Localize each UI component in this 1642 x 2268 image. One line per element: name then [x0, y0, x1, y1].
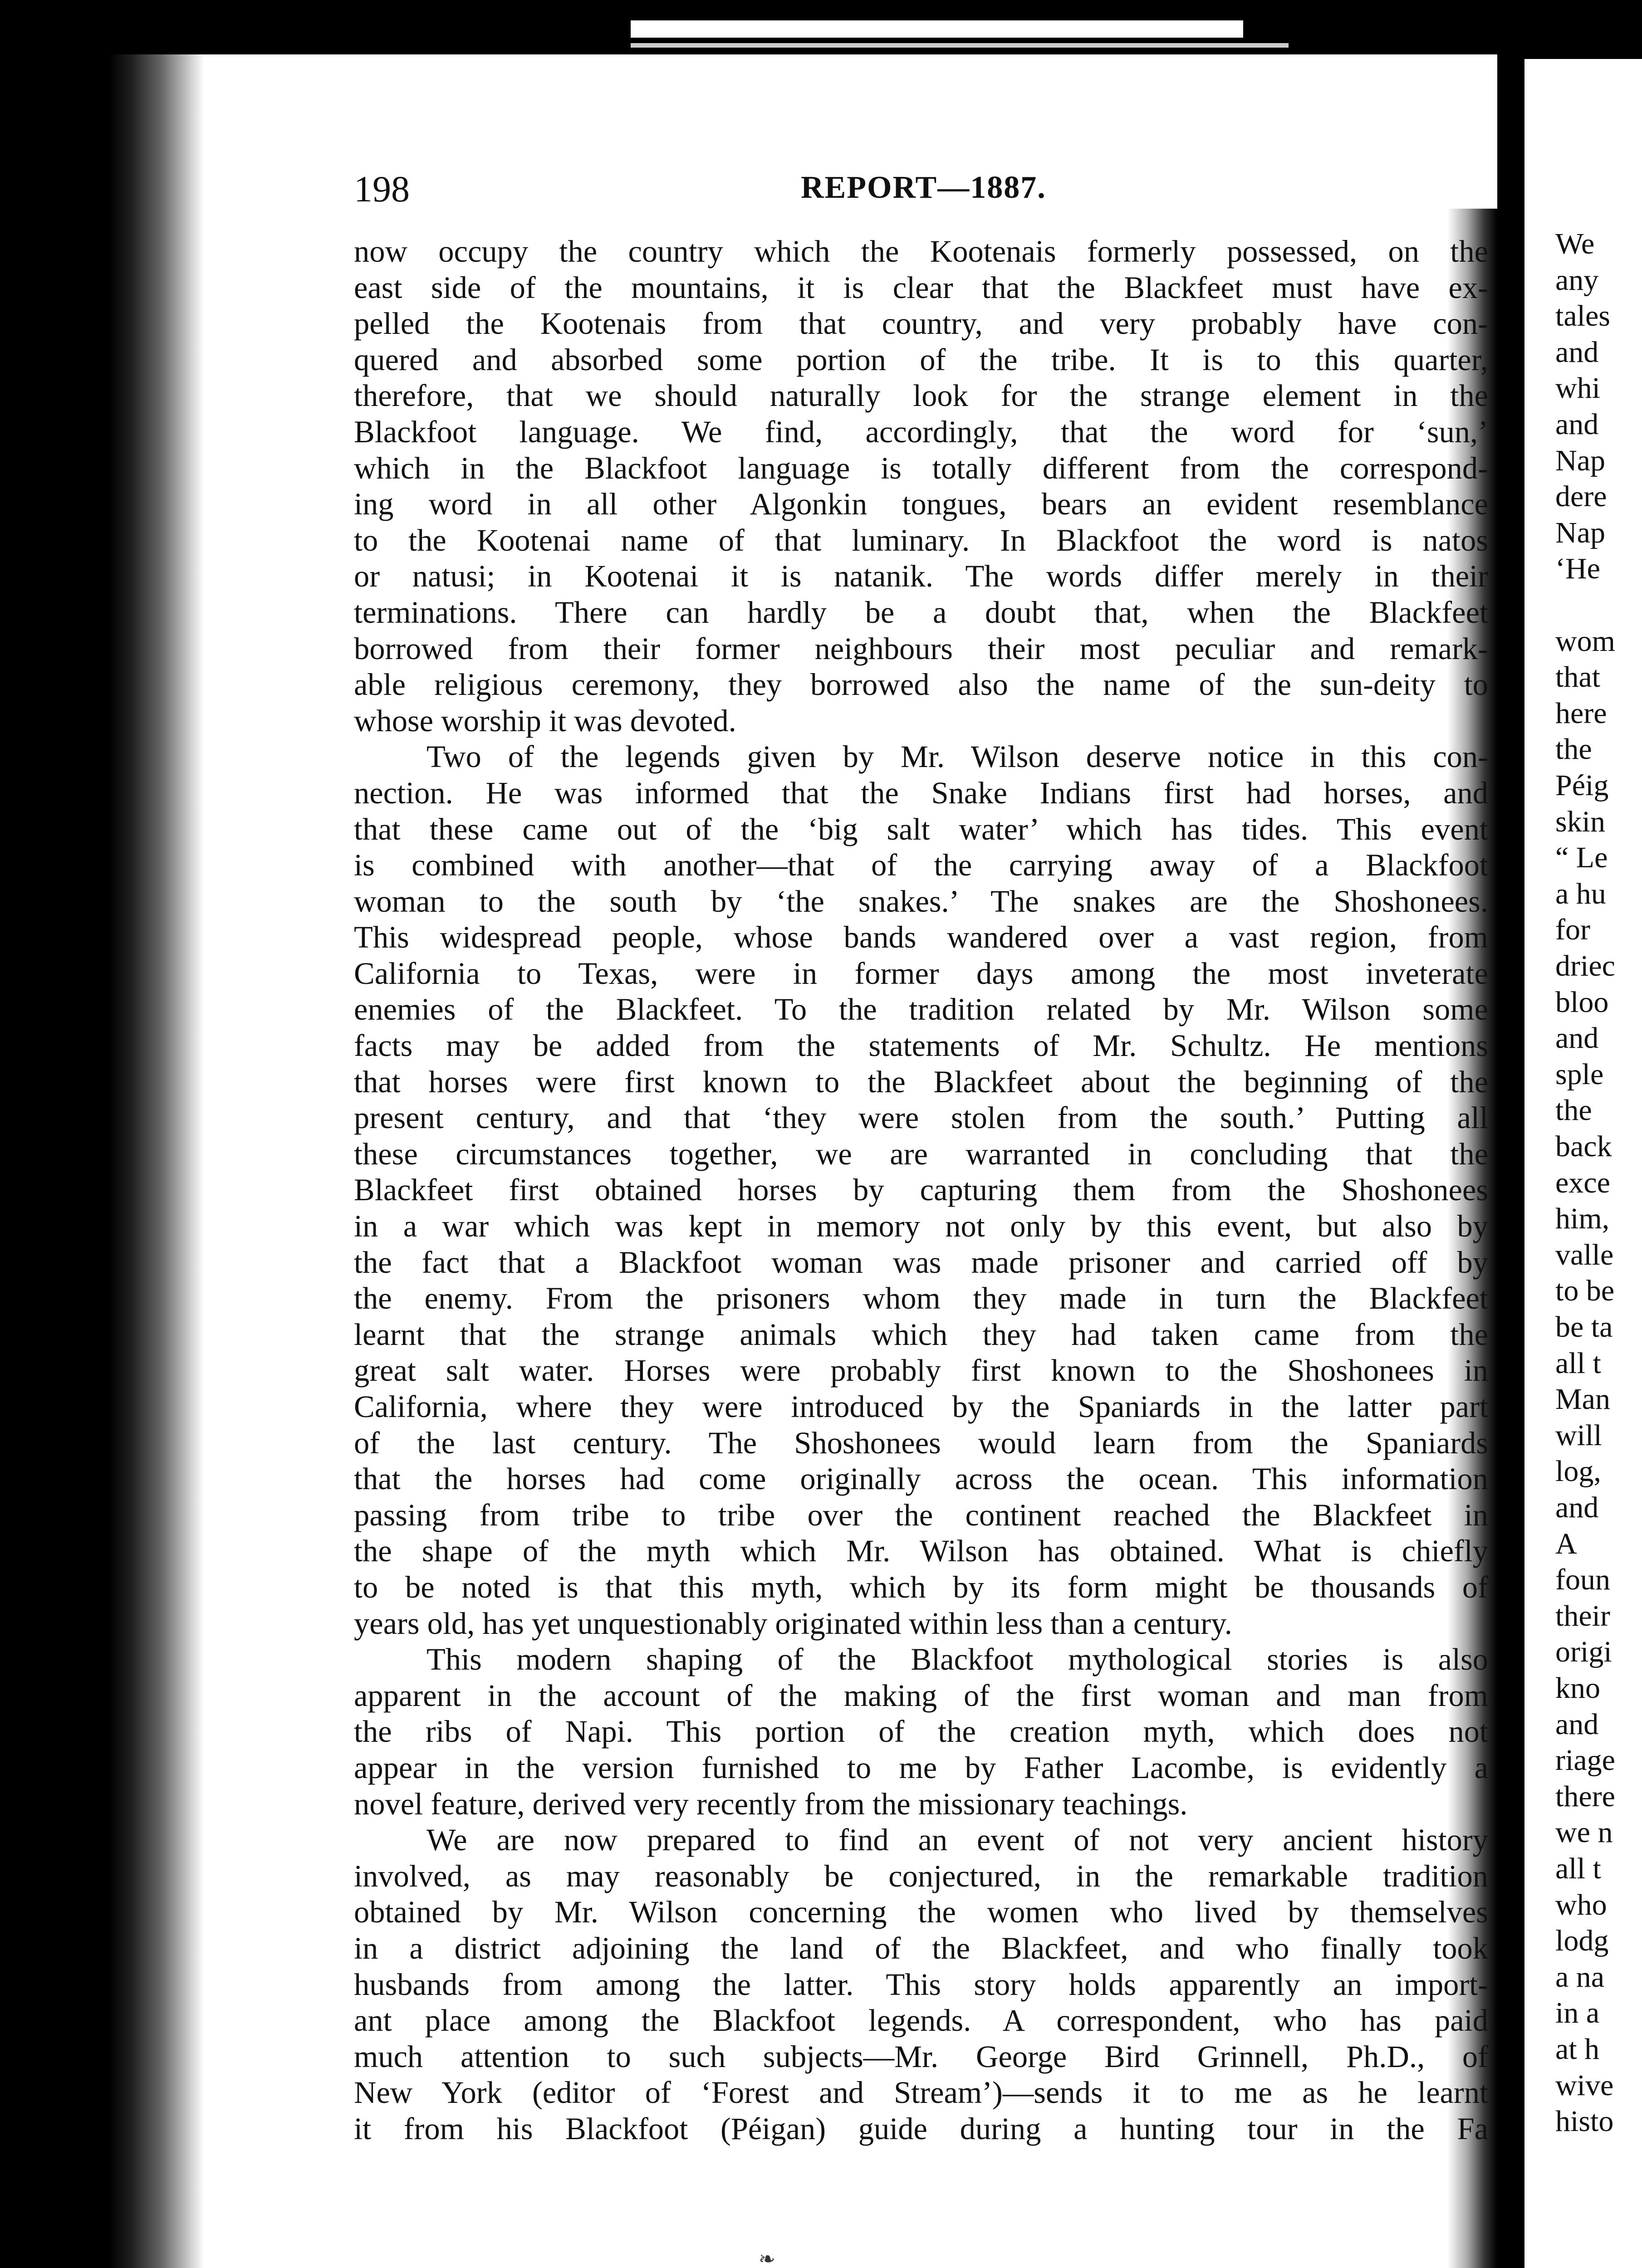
facing-page-fragment: any [1555, 263, 1599, 297]
facing-page-fragment: a na [1555, 1960, 1605, 1994]
text-line: east side of the mountains, it is clear that the Blackfeet must have ex- [354, 270, 1488, 305]
text-line: present century, and that ‘they were stolen from the south.’ Putting all [354, 1100, 1488, 1135]
text-line: ing word in all other Algonkin tongues, bears an evident resemblance [354, 487, 1488, 522]
facing-page-fragment: a hu [1555, 877, 1606, 910]
facing-page-fragment: Man [1555, 1383, 1610, 1416]
facing-page-fragment: we n [1555, 1816, 1613, 1849]
facing-page-fragment: whi [1555, 371, 1600, 405]
facing-page-fragment: at h [1555, 2033, 1600, 2066]
text-line: borrowed from their former neighbours their most peculiar and remark- [354, 631, 1488, 666]
text-line: of the last century. The Shoshonees would learn from the Spaniards [354, 1425, 1488, 1460]
text-line: Two of the legends given by Mr. Wilson deserve notice in this con- [426, 739, 1488, 774]
facing-page-fragment: valle [1555, 1238, 1614, 1271]
text-line: passing from tribe to tribe over the continent reached the Blackfeet in [354, 1497, 1488, 1532]
scan-strip-top-thin [631, 43, 1289, 48]
facing-page-fragment: their [1555, 1599, 1610, 1633]
text-line: the fact that a Blackfoot woman was made prisoner and carried off by [354, 1245, 1488, 1280]
facing-page-fragment: who [1555, 1888, 1607, 1921]
facing-page-fragment: and [1555, 335, 1599, 369]
bottom-ornament: ❧ [759, 2248, 775, 2268]
facing-page-fragment: and [1555, 408, 1599, 441]
text-line: or natusi; in Kootenai it is natanik. The words differ merely in their [354, 559, 1488, 594]
text-line: to the Kootenai name of that luminary. In Blackfoot the word is natos [354, 523, 1488, 557]
body-text [354, 234, 1488, 2147]
text-line: in a district adjoining the land of the Blackfeet, and who finally took [354, 1931, 1488, 1965]
text-line: is combined with another—that of the carrying away of a Blackfoot [354, 848, 1488, 883]
text-line: This widespread people, whose bands wandered over a vast region, from [354, 920, 1488, 955]
running-head: REPORT—1887. [801, 170, 1046, 205]
text-line: great salt water. Horses were probably first known to the Shoshonees in [354, 1353, 1488, 1388]
facing-page-fragment: sple [1555, 1057, 1604, 1091]
text-line: ant place among the Blackfoot legends. A correspondent, who has paid [354, 2003, 1488, 2038]
facing-page-fragment: Péig [1555, 769, 1609, 802]
facing-page-fragment: exce [1555, 1166, 1610, 1199]
facing-page-fragment: that [1555, 660, 1600, 694]
facing-page-fragment: for [1555, 913, 1590, 947]
facing-page-fragment: and [1555, 1491, 1599, 1524]
scan-strip-top [631, 20, 1243, 38]
text-line: the enemy. From the prisoners whom they made in turn the Blackfeet [354, 1281, 1488, 1316]
text-line: obtained by Mr. Wilson concerning the women who lived by themselves [354, 1895, 1488, 1930]
facing-page-fragment: wive [1555, 2068, 1614, 2102]
facing-page-fragment: origi [1555, 1635, 1612, 1669]
text-line: that these came out of the ‘big salt water’ which has tides. This event [354, 811, 1488, 846]
text-line: appear in the version furnished to me by Father Lacombe, is evidently a [354, 1750, 1488, 1785]
text-line: California to Texas, were in former days among the most inveterate [354, 956, 1488, 991]
text-line: years old, has yet unquestionably originated within less than a century. [354, 1606, 1232, 1641]
facing-page-fragment: tales [1555, 299, 1610, 333]
text-line: whose worship it was devoted. [354, 703, 736, 738]
facing-page-fragment: back [1555, 1130, 1612, 1163]
text-line: it from his Blackfoot (Péigan) guide during a hunting tour in the Fa [354, 2111, 1488, 2146]
text-line: involved, as may reasonably be conjectured, in the remarkable tradition [354, 1858, 1488, 1893]
facing-page-fragment: him, [1555, 1202, 1610, 1236]
facing-page-fragment: all t [1555, 1852, 1601, 1885]
text-line: these circumstances together, we are warranted in concluding that the [354, 1136, 1488, 1171]
facing-page-fragment: log, [1555, 1455, 1601, 1488]
text-line: New York (editor of ‘Forest and Stream’)—sends it to me as he learnt [354, 2075, 1488, 2110]
facing-page-fragment: the [1555, 733, 1592, 766]
text-line: the shape of the myth which Mr. Wilson has obtained. What is chiefly [354, 1534, 1488, 1569]
text-line: enemies of the Blackfeet. To the tradition related by Mr. Wilson some [354, 992, 1488, 1027]
text-line: the ribs of Napi. This portion of the creation myth, which does not [354, 1714, 1488, 1749]
facing-page-fragment: We [1555, 227, 1595, 260]
facing-page-fragment: Nap [1555, 516, 1605, 549]
text-line: in a war which was kept in memory not only by this event, but also by [354, 1209, 1488, 1244]
text-line: able religious ceremony, they borrowed also the name of the sun-deity to [354, 667, 1488, 702]
text-line: We are now prepared to find an event of not very ancient history [426, 1823, 1488, 1857]
text-line: learnt that the strange animals which they had taken came from the [354, 1317, 1488, 1352]
text-line: facts may be added from the statements of Mr. Schultz. He mentions [354, 1028, 1488, 1063]
facing-page-fragment: in a [1555, 1996, 1600, 2030]
facing-page-fragment: will [1555, 1418, 1602, 1452]
facing-page [1524, 59, 1642, 2268]
facing-page-fragment: skin [1555, 805, 1606, 838]
text-line: Blackfeet first obtained horses by capturing them from the Shoshonees [354, 1173, 1488, 1207]
facing-page-fragment: the [1555, 1094, 1592, 1127]
text-line: now occupy the country which the Kootenais formerly possessed, on the [354, 234, 1488, 269]
text-line: pelled the Kootenais from that country, and very probably have con- [354, 306, 1488, 341]
facing-page-fragment: “ Le [1555, 841, 1608, 875]
facing-page-fragment: there [1555, 1779, 1615, 1813]
text-line: that the horses had come originally across the ocean. This information [354, 1461, 1488, 1496]
page-gutter-shadow [109, 54, 204, 2268]
facing-page-fragment: A [1555, 1527, 1577, 1560]
text-line: that horses were first known to the Blackfeet about the beginning of the [354, 1064, 1488, 1099]
text-line: California, where they were introduced by the Spaniards in the latter part [354, 1389, 1488, 1424]
facing-page-fragment: lodg [1555, 1924, 1609, 1958]
text-line: quered and absorbed some portion of the tribe. It is to this quarter, [354, 342, 1488, 377]
facing-page-fragment: bloo [1555, 985, 1609, 1019]
page-number: 198 [354, 168, 410, 210]
text-line: which in the Blackfoot language is totally different from the correspond- [354, 450, 1488, 485]
text-line: terminations. There can hardly be a doubt that, when the Blackfeet [354, 595, 1488, 630]
text-line: novel feature, derived very recently from the missionary teachings. [354, 1786, 1188, 1821]
text-line: husbands from among the latter. This story holds apparently an import- [354, 1967, 1488, 2002]
text-line: therefore, that we should naturally look for the strange element in the [354, 378, 1488, 413]
text-line: woman to the south by ‘the snakes.’ The snakes are the Shoshonees. [354, 884, 1488, 919]
facing-page-fragment: here [1555, 696, 1607, 730]
text-line: nection. He was informed that the Snake Indians first had horses, and [354, 775, 1488, 810]
text-line: much attention to such subjects—Mr. George Bird Grinnell, Ph.D., of [354, 2039, 1488, 2074]
page-header [354, 168, 1466, 213]
facing-page-fragment: to be [1555, 1274, 1615, 1308]
text-line: This modern shaping of the Blackfoot mythological stories is also [426, 1642, 1488, 1677]
facing-page-fragment: Nap [1555, 444, 1605, 477]
facing-page-fragment: kno [1555, 1672, 1600, 1705]
facing-page-fragment: histo [1555, 2105, 1614, 2138]
text-line: apparent in the account of the making of the first woman and man from [354, 1678, 1488, 1713]
facing-page-fragment: ‘He [1555, 552, 1600, 586]
text-line: to be noted is that this myth, which by its form might be thousands of [354, 1569, 1488, 1604]
facing-page-fragment: wom [1555, 624, 1615, 658]
text-line: Blackfoot language. We find, accordingly, that the word for ‘sun,’ [354, 414, 1488, 449]
facing-page-fragment: and [1555, 1022, 1599, 1055]
facing-page-fragment: foun [1555, 1563, 1610, 1597]
facing-page-fragment: dere [1555, 480, 1607, 513]
facing-page-fragment: and [1555, 1707, 1599, 1741]
facing-page-fragment: be ta [1555, 1310, 1613, 1344]
facing-page-fragment: riage [1555, 1744, 1615, 1777]
facing-page-fragment: all t [1555, 1346, 1601, 1380]
facing-page-fragment: driec [1555, 949, 1615, 982]
